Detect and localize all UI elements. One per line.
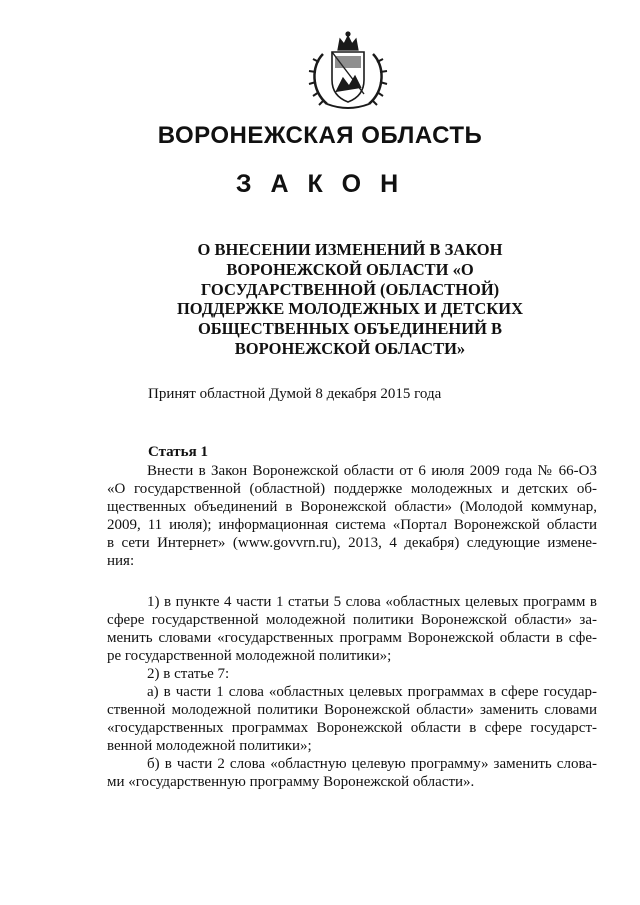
title-line: ПОДДЕРЖКЕ МОЛОДЕЖНЫХ И ДЕТСКИХ — [176, 299, 524, 319]
title-line: ВОРОНЕЖСКОЙ ОБЛАСТИ «О — [226, 259, 474, 279]
body-line: ми «государственную программу Воронежской области». — [107, 774, 475, 790]
body-line: 1) в пункте 4 части 1 статьи 5 слова «областных целевых программ в — [147, 594, 597, 610]
body-line: Внести в Закон Воронежской области от 6 июля 2009 года № 66-ОЗ — [147, 463, 597, 479]
body-line: ния: — [107, 553, 135, 569]
article-heading: Статья 1 — [148, 444, 208, 460]
adoption-note: Принят областной Думой 8 декабря 2015 года — [148, 386, 442, 402]
item-2 — [107, 665, 597, 683]
title-line: ВОРОНЕЖСКОЙ ОБЛАСТИ» — [234, 338, 466, 358]
body-line: «О государственной (областной) поддержке молодежных и детских об- — [107, 481, 597, 497]
region-name: ВОРОНЕЖСКАЯ ОБЛАСТЬ — [157, 122, 483, 149]
item-2a — [107, 683, 597, 755]
coat-of-arms-icon — [305, 30, 391, 114]
item-2b — [107, 755, 597, 791]
item-1 — [107, 593, 597, 665]
body-line: 2) в статье 7: — [147, 666, 230, 682]
body-line: а) в части 1 слова «областных целевых программах в сфере государ- — [147, 684, 597, 700]
body-line: щественных объединений в Воронежской области» (Молодой коммунар, — [107, 499, 597, 515]
body-line: сфере государственной молодежной политики Воронежской области» за- — [107, 612, 597, 628]
body-line: ственной молодежной политики Воронежской области» заменить словами — [107, 702, 597, 718]
body-line: венной молодежной политики»; — [107, 738, 312, 754]
article-intro — [107, 462, 597, 570]
law-title — [150, 240, 550, 359]
document-type: З А К О Н — [235, 170, 405, 198]
title-line: ОБЩЕСТВЕННЫХ ОБЪЕДИНЕНИЙ В — [197, 319, 503, 339]
body-line: 2009, 11 июля); информационная система «Портал Воронежской области — [107, 517, 597, 533]
title-line: О ВНЕСЕНИИ ИЗМЕНЕНИЙ В ЗАКОН — [197, 240, 503, 259]
body-line: б) в части 2 слова «областную целевую программу» заменить слова- — [147, 756, 597, 772]
body-line: менить словами «государственных программ Воронежской области в сфе- — [107, 630, 597, 646]
title-line: ГОСУДАРСТВЕННОЙ (ОБЛАСТНОЙ) — [200, 279, 500, 299]
body-line: в сети Интернет» (www.govvrn.ru), 2013, 4 декабря) следующие измене- — [107, 535, 597, 551]
body-line: ре государственной молодежной политики»; — [107, 648, 392, 664]
body-line: «государственных программах Воронежской области в сфере государст- — [107, 720, 597, 736]
